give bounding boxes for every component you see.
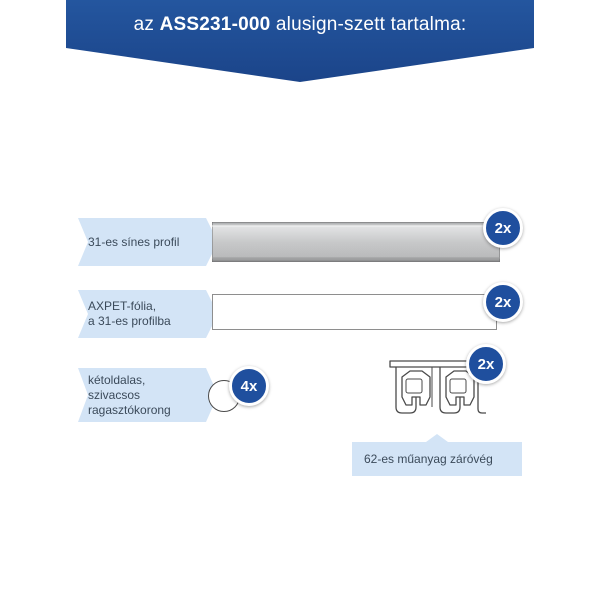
page-title: az ASS231-000 alusign-szett tartalma: (133, 14, 467, 35)
quantity-badge: 2x (483, 208, 523, 248)
quantity-badge: 2x (483, 282, 523, 322)
aluminium-rail-profile-icon (212, 222, 500, 262)
item-label-profile (78, 218, 218, 266)
banner-shape (0, 0, 600, 84)
item-label-text: 31-es sínes profil (88, 234, 180, 249)
item-label-disc (78, 368, 218, 422)
item-label-text: 62-es műanyag záróvég (364, 451, 493, 466)
quantity-badge: 2x (466, 344, 506, 384)
item-label-endcap (352, 434, 522, 476)
item-label-foil (78, 290, 218, 338)
quantity-badge: 4x (229, 366, 269, 406)
product-code: ASS231-000 (159, 14, 271, 35)
plastic-sheet-icon (212, 294, 497, 330)
item-label-text: AXPET-fólia, a 31-es profilba (88, 299, 171, 328)
item-label-text: kétoldalas, szivacsos ragasztókorong (88, 372, 171, 417)
